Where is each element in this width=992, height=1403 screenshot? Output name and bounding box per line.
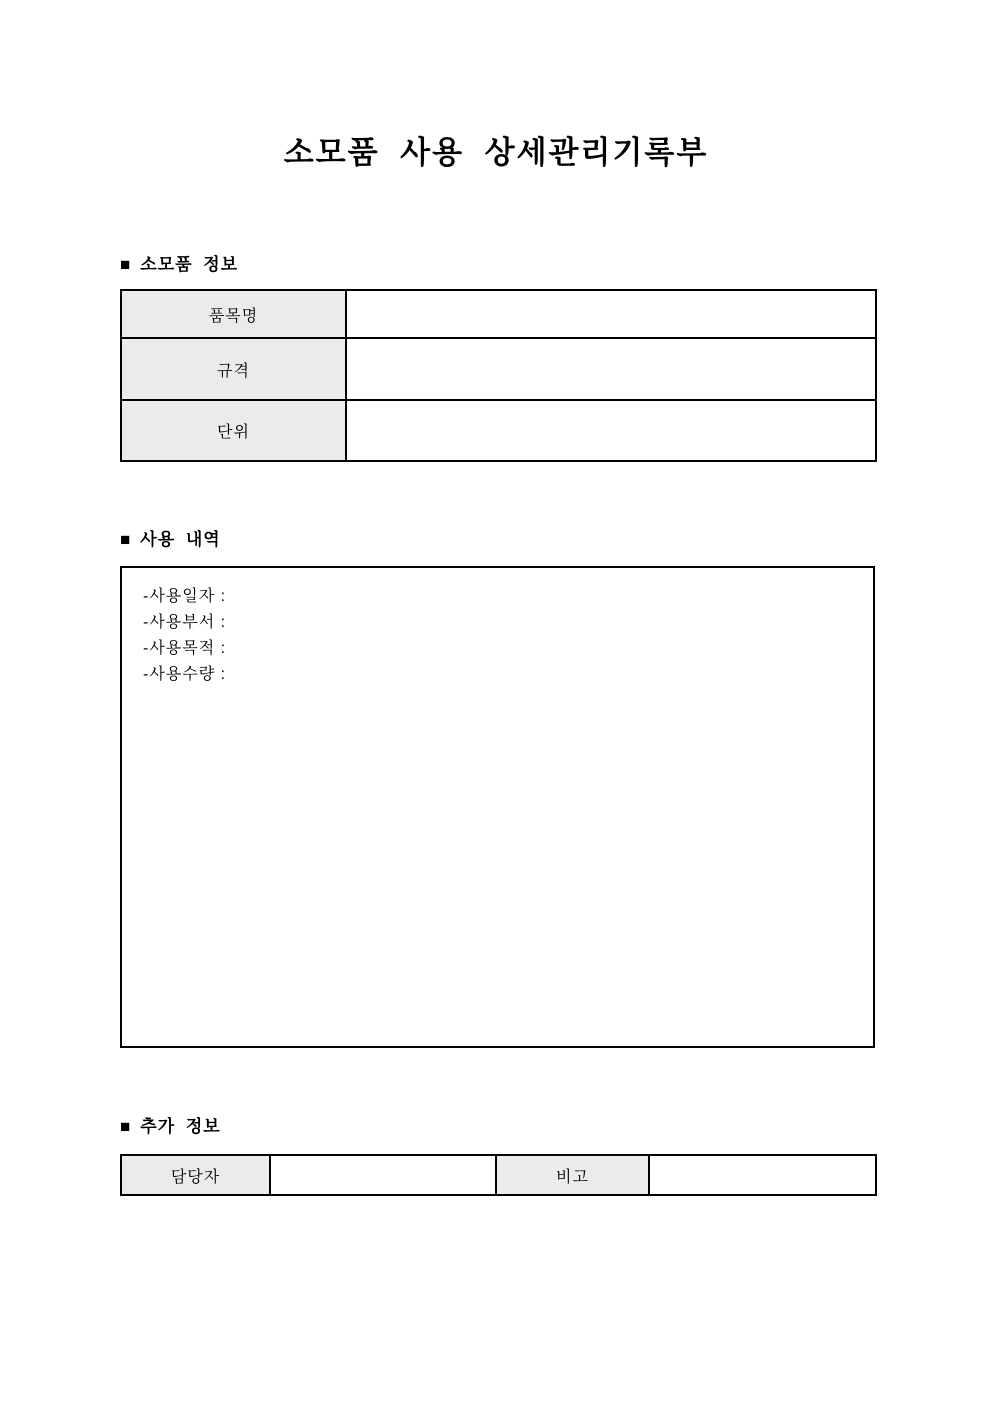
unit-label: 단위 <box>121 400 346 461</box>
manager-field[interactable] <box>270 1155 496 1195</box>
manager-label: 담당자 <box>121 1155 270 1195</box>
usage-quantity-line: -사용수량 : <box>143 666 227 683</box>
section-heading-item-info-label: 소모품 정보 <box>140 255 239 274</box>
usage-department-line: -사용부서 : <box>143 614 227 631</box>
item-info-table <box>120 289 877 462</box>
section-marker-icon: ■ <box>120 530 132 549</box>
item-name-field[interactable] <box>346 290 876 338</box>
unit-field[interactable] <box>346 400 876 461</box>
section-heading-additional-label: 추가 정보 <box>140 1117 221 1136</box>
spec-field[interactable] <box>346 338 876 400</box>
usage-date-line: -사용일자 : <box>143 588 227 605</box>
table-row <box>121 338 876 400</box>
item-name-label: 품목명 <box>121 290 346 338</box>
section-heading-item-info <box>120 254 992 276</box>
section-heading-usage <box>120 529 992 551</box>
remarks-label: 비고 <box>496 1155 649 1195</box>
table-row <box>121 400 876 461</box>
remarks-field[interactable] <box>649 1155 876 1195</box>
usage-purpose-line: -사용목적 : <box>143 640 227 657</box>
section-marker-icon: ■ <box>120 1117 132 1136</box>
section-heading-additional <box>120 1116 992 1138</box>
table-row <box>121 1155 876 1195</box>
spec-label: 규격 <box>121 338 346 400</box>
section-heading-usage-label: 사용 내역 <box>140 530 221 549</box>
additional-info-table <box>120 1154 877 1196</box>
section-marker-icon: ■ <box>120 255 132 274</box>
document-title: 소모품 사용 상세관리기록부 <box>283 135 709 170</box>
usage-details-box[interactable] <box>120 566 875 1048</box>
table-row <box>121 290 876 338</box>
